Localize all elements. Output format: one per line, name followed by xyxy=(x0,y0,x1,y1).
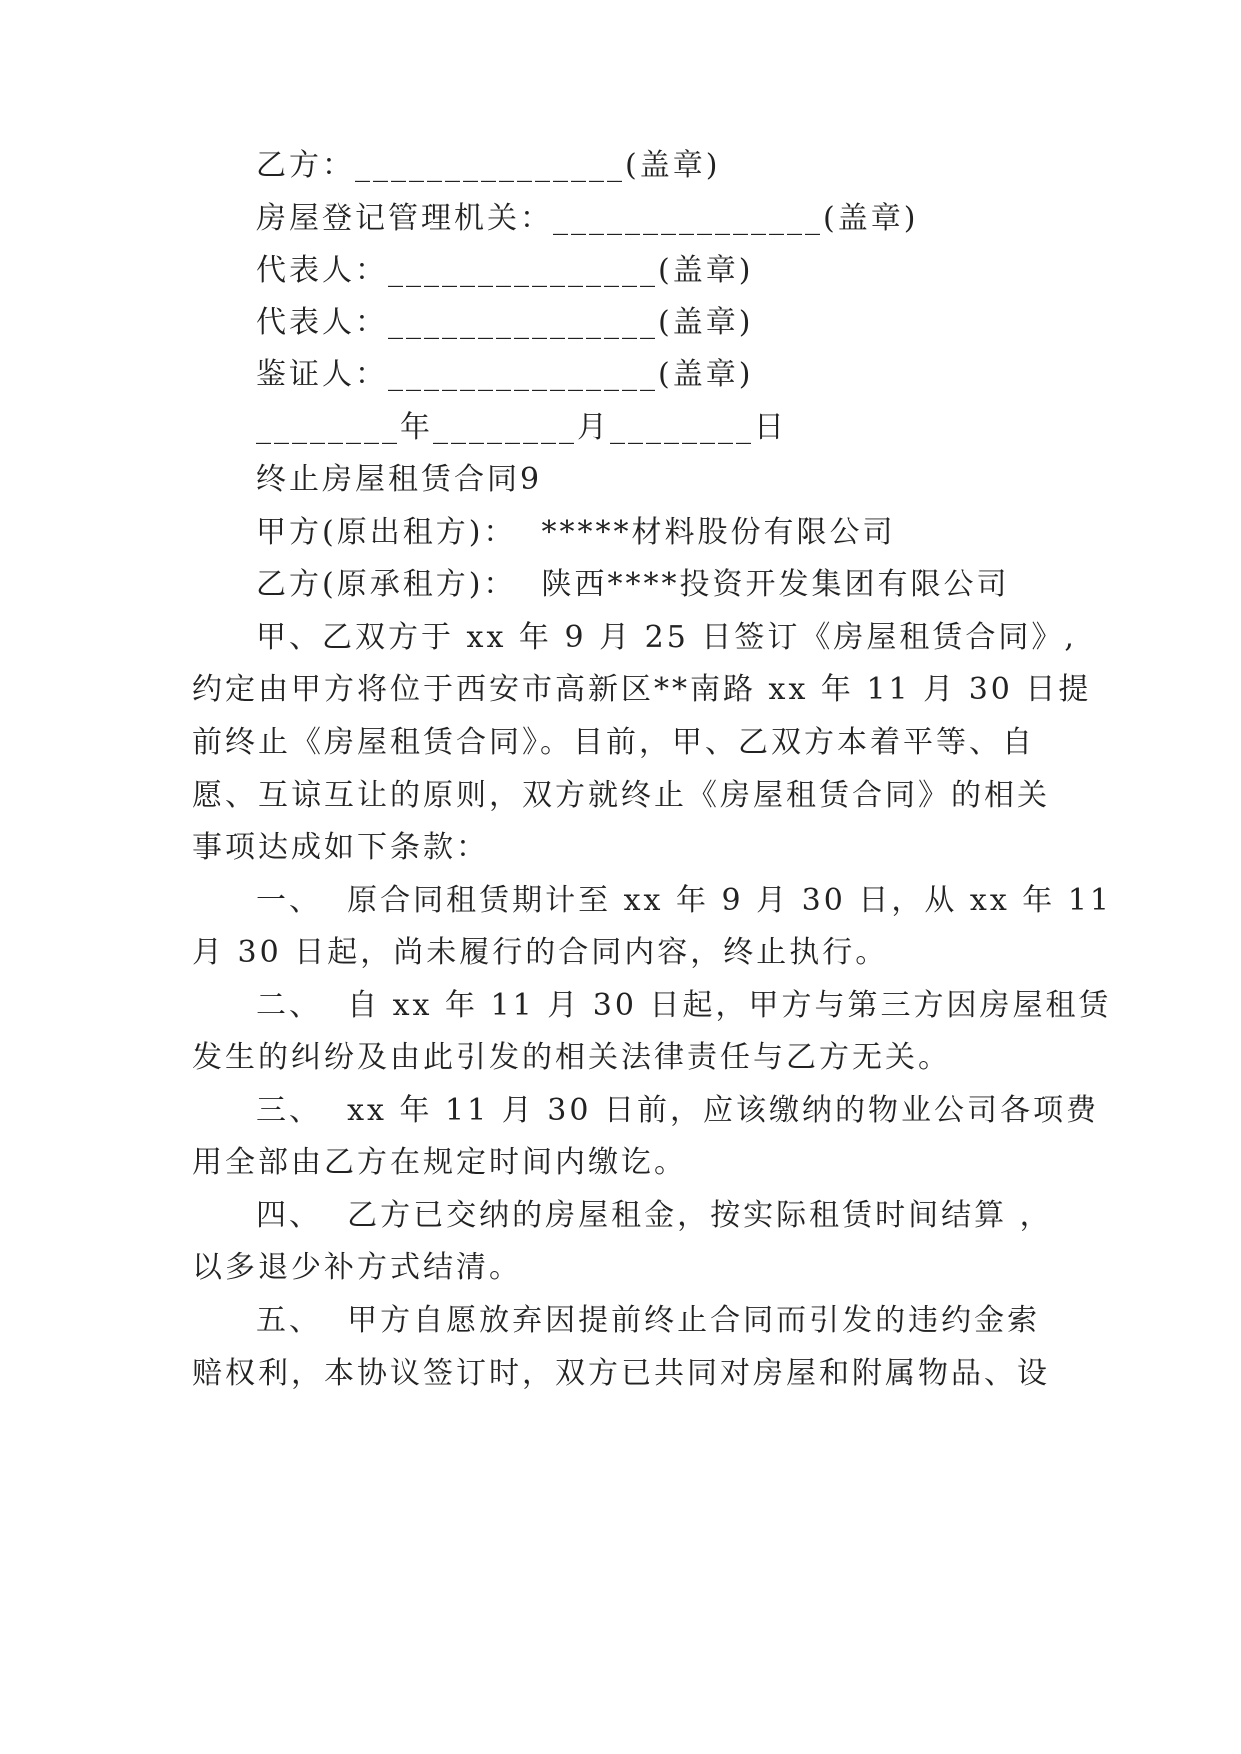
party-b-line: 乙方(原承租方)： 陕西****投资开发集团有限公司 xyxy=(256,567,1010,602)
preamble-line: 事项达成如下条款： xyxy=(192,830,489,865)
clause-1-line: 一、 原合同租赁期计至 xx 年 9 月 30 日，从 xx 年 11 xyxy=(256,883,1113,918)
preamble-line: 愿、互谅互让的原则，双方就终止《房屋租赁合同》的相关 xyxy=(192,778,1050,813)
preamble-line: 前终止《房屋租赁合同》。目前，甲、乙双方本着平等、自 xyxy=(192,725,1035,760)
clause-3-line: 用全部由乙方在规定时间内缴讫。 xyxy=(192,1145,687,1180)
party-b-signature-line: 乙方：_______________(盖章) xyxy=(256,148,721,183)
representative-signature-line: 代表人：_______________(盖章) xyxy=(256,305,754,340)
preamble-line: 约定由甲方将位于西安市高新区**南路 xx 年 11 月 30 日提 xyxy=(192,672,1092,707)
party-a-line: 甲方(原出租方)： *****材料股份有限公司 xyxy=(256,515,896,550)
clause-2-line: 发生的纠纷及由此引发的相关法律责任与乙方无关。 xyxy=(192,1040,951,1075)
contract-title: 终止房屋租赁合同9 xyxy=(256,462,543,497)
clause-5-line: 赔权利，本协议签订时，双方已共同对房屋和附属物品、设 xyxy=(192,1356,1050,1391)
witness-signature-line: 鉴证人：_______________(盖章) xyxy=(256,357,754,392)
preamble-line: 甲、乙双方于 xx 年 9 月 25 日签订《房屋租赁合同》, xyxy=(256,620,1077,655)
representative-signature-line: 代表人：_______________(盖章) xyxy=(256,253,754,288)
signature-date-line: ________年________月________日 xyxy=(256,410,787,445)
clause-4-line: 四、 乙方已交纳的房屋租金，按实际租赁时间结算 ， xyxy=(256,1198,1053,1233)
clause-1-line: 月 30 日起，尚未履行的合同内容，终止执行。 xyxy=(192,935,889,970)
clause-5-line: 五、 甲方自愿放弃因提前终止合同而引发的违约金索 xyxy=(256,1303,1041,1338)
registry-signature-line: 房屋登记管理机关：_______________(盖章) xyxy=(256,201,919,236)
clause-4-line: 以多退少补方式结清。 xyxy=(192,1250,522,1285)
clause-2-line: 二、 自 xx 年 11 月 30 日起，甲方与第三方因房屋租赁 xyxy=(256,988,1112,1023)
clause-3-line: 三、 xx 年 11 月 30 日前，应该缴纳的物业公司各项费 xyxy=(256,1093,1099,1128)
